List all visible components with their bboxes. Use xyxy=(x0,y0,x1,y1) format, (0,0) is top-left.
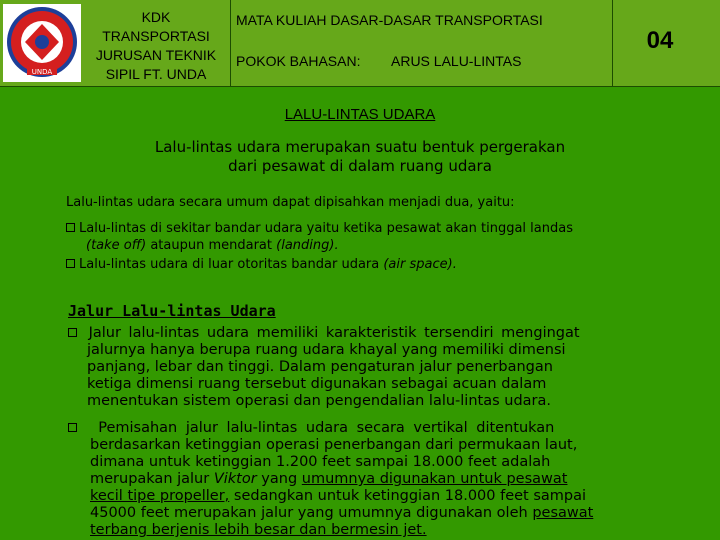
department-label: KDK TRANSPORTASI JURUSAN TEKNIK SIPIL FT. UNDA xyxy=(95,9,217,82)
slide-number: 04 xyxy=(646,27,674,54)
intro-text: Lalu-lintas udara merupakan suatu bentuk pergerakan dari pesawat di dalam ruang udara xyxy=(154,138,566,175)
checkbox-bullet-icon xyxy=(68,423,77,432)
header-divider xyxy=(612,0,613,86)
checkbox-bullet-icon xyxy=(66,259,75,268)
bullet-item: Lalu-lintas udara di luar otoritas bandar udara (air space). xyxy=(66,256,457,273)
subheading: Jalur Lalu-lintas Udara xyxy=(68,302,276,320)
header-divider xyxy=(230,0,231,86)
course-title: MATA KULIAH DASAR-DASAR TRANSPORTASI xyxy=(236,12,543,28)
section-title: LALU-LINTAS UDARA xyxy=(284,106,436,123)
bullet-item-continuation: (take off) ataupun mendarat (landing). xyxy=(86,238,339,253)
topic-value: ARUS LALU-LINTAS xyxy=(391,53,522,69)
division-text: Lalu-lintas udara secara umum dapat dipisahkan menjadi dua, yaitu: xyxy=(66,195,515,210)
slide-header xyxy=(0,0,720,87)
checkbox-bullet-icon xyxy=(66,223,75,232)
paragraph-pemisahan: Pemisahan jalur lalu-lintas udara secara vertikal ditentukan berdasarkan ketinggian operasi penerbangan dari permukaan laut, dimana untuk ketinggian 1.200 feet sampai 18.000 feet adalah merupakan jalur Viktor yang umumnya digunakan untuk pesawat kecil tipe propeller, sedangkan untuk ketinggian 18.000 feet sampai 45000 feet merupakan jalur yang umumnya digunakan oleh pesawat terbang berjenis lebih besar dan bermesin jet. xyxy=(68,420,656,539)
paragraph-jalur: Jalur lalu-lintas udara memiliki karakteristik tersendiri mengingat jalurnya hanya berupa ruang udara khayal yang memiliki dimensi panjang, lebar dan tinggi. Dalam pengaturan jalur penerbangan ketiga dimensi ruang tersebut digunakan sebagai acuan dalam menentukan sistem operasi dan pengendalian lalu-lintas udara. xyxy=(68,325,654,410)
topic-label: POKOK BAHASAN: xyxy=(236,53,361,69)
checkbox-bullet-icon xyxy=(68,328,77,337)
bullet-item: Lalu-lintas di sekitar bandar udara yaitu ketika pesawat akan tinggal landas xyxy=(66,220,573,237)
university-logo xyxy=(3,4,81,82)
svg-text:UNDA: UNDA xyxy=(31,68,53,76)
